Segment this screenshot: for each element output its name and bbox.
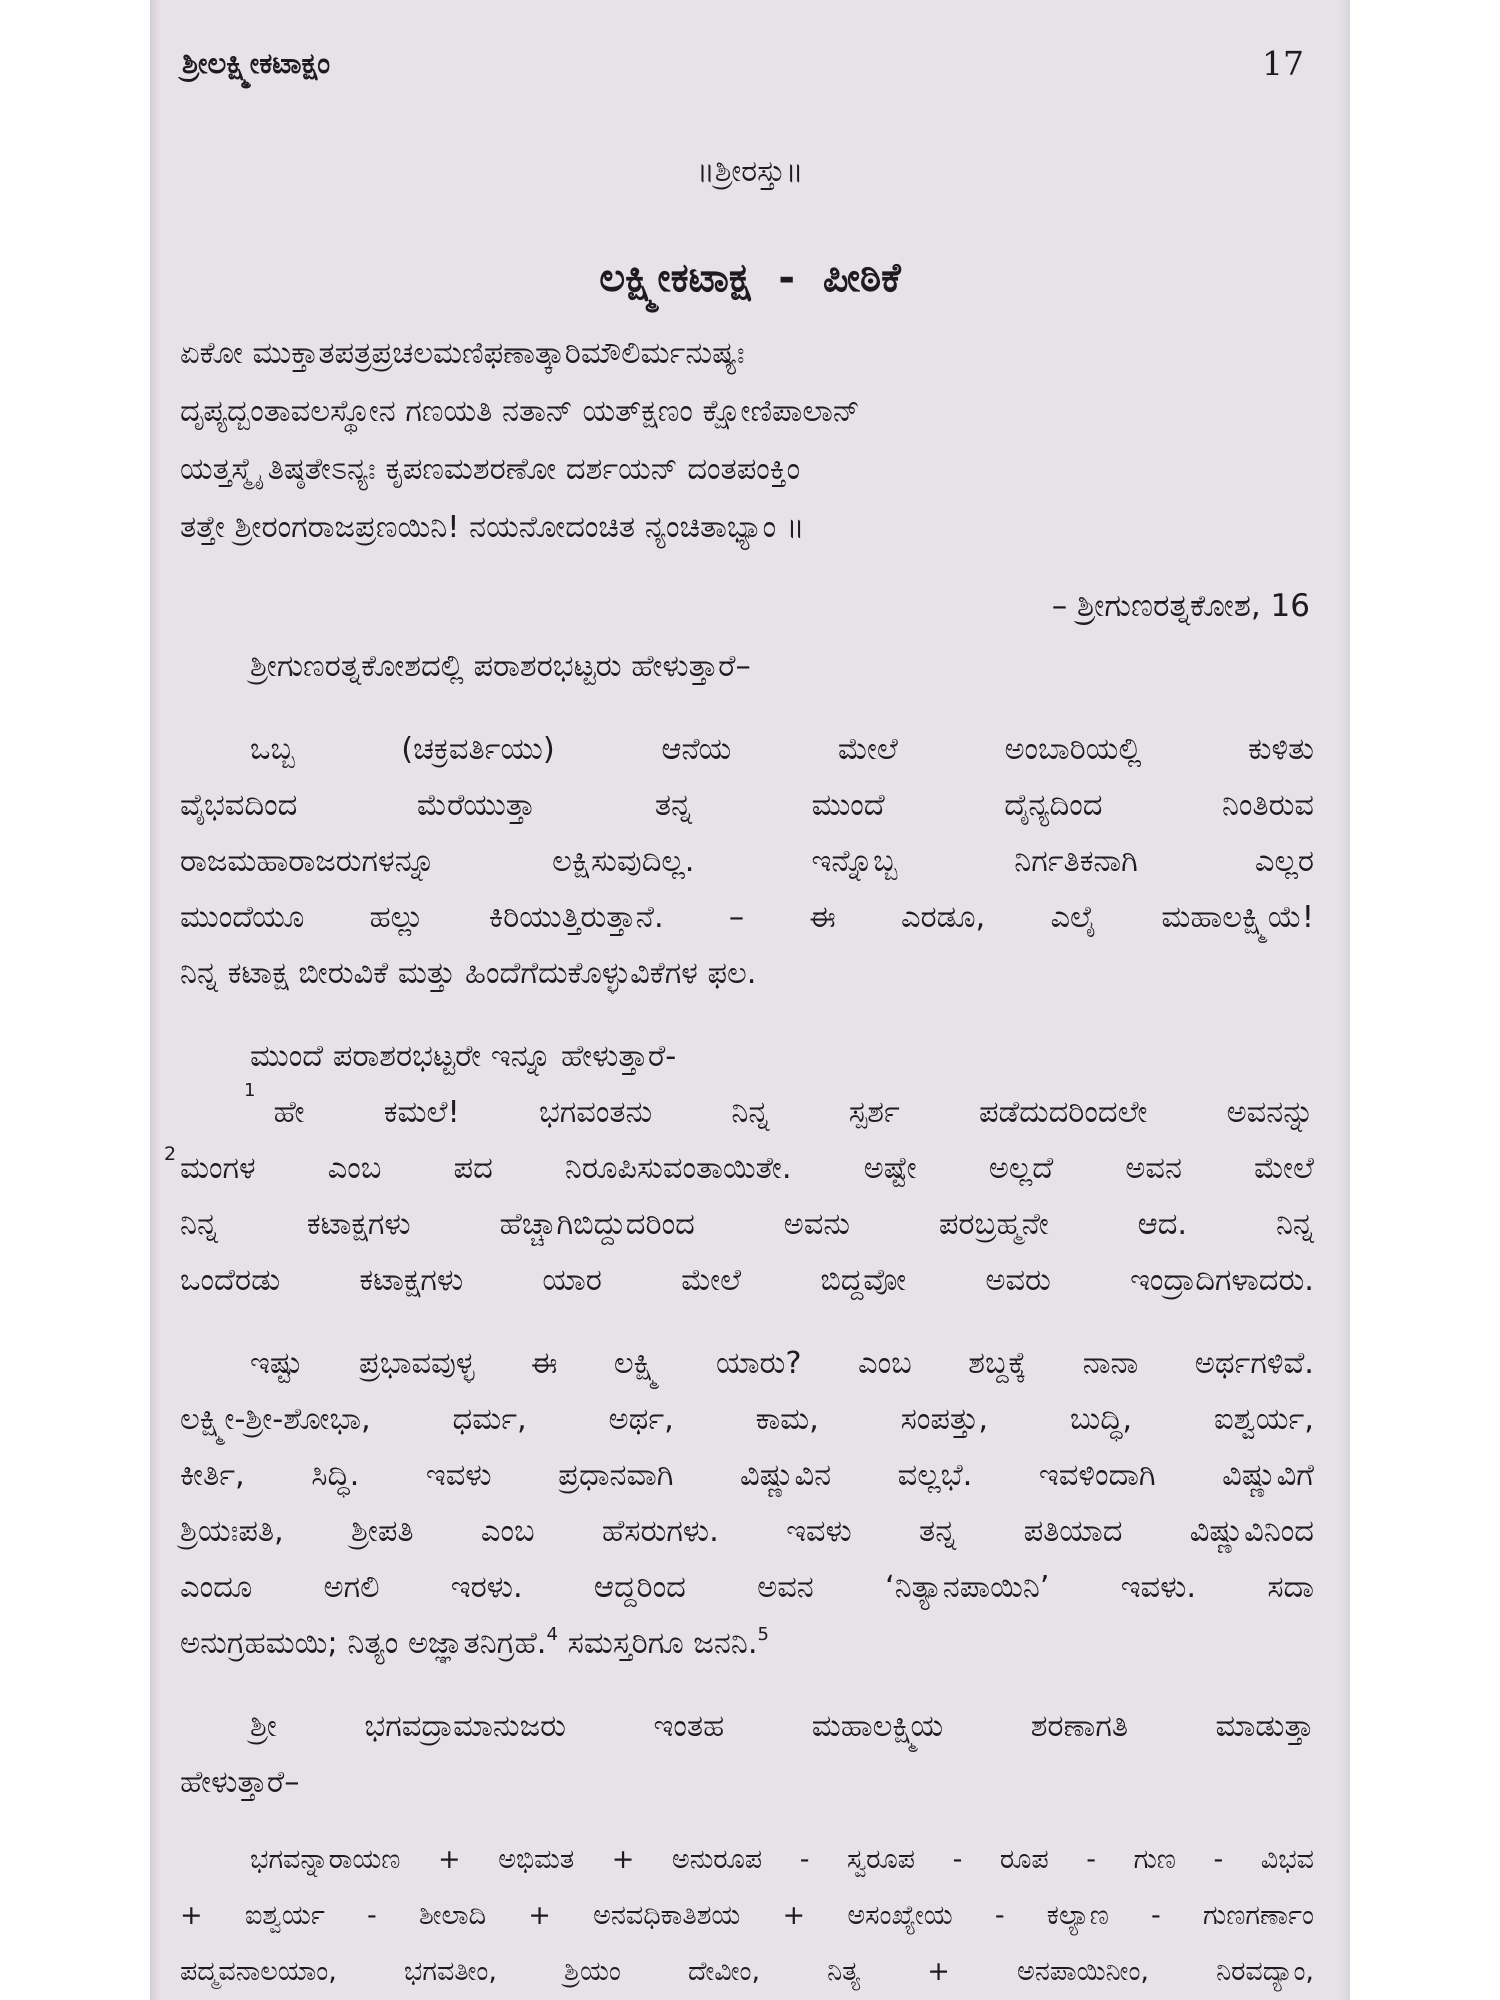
paragraph-line: ವೈಭವದಿಂದ ಮೆರೆಯುತ್ತಾ ತನ್ನ ಮುಂದೆ ದೈನ್ಯದಿಂದ ನಿಂತಿರುವ [180, 788, 1314, 823]
paragraph-line: ಮುಂದೆಯೂ ಹಲ್ಲು ಕಿರಿಯುತ್ತಿರುತ್ತಾನೆ. – ಈ ಎರಡೂ, ಎಲೈ ಮಹಾಲಕ್ಷ್ಮಿಯೆ! [180, 900, 1314, 935]
compound-line: ಭಗವನ್ನಾರಾಯಣ + ಅಭಿಮತ + ಅನುರೂಪ - ಸ್ವರೂಪ - ರೂಪ - ಗುಣ - ವಿಭವ [250, 1844, 1314, 1875]
verse-citation: – ಶ್ರೀಗುಣರತ್ನಕೋಶ, 16 [1051, 588, 1310, 624]
left-margin [0, 0, 150, 2000]
paragraph-text: ಹೇ ಕಮಲೆ! ಭಗವಂತನು ನಿನ್ನ ಸ್ಪರ್ಶ ಪಡೆದುದರಿಂದಲೇ ಅವನನ್ನು [273, 1095, 1314, 1130]
paragraph-line: ಮಂಗಳ ಎಂಬ ಪದ ನಿರೂಪಿಸುವಂತಾಯಿತೇ. ಅಷ್ಟೇ ಅಲ್ಲದೆ ಅವನ ಮೇಲೆ [180, 1151, 1314, 1186]
paragraph-line: ಒಬ್ಬ (ಚಕ್ರವರ್ತಿಯು) ಆನೆಯ ಮೇಲೆ ಅಂಬಾರಿಯಲ್ಲಿ ಕುಳಿತು [250, 732, 1314, 767]
paragraph-line [180, 1624, 1314, 1664]
paragraph-line: ಶ್ರಿಯಃಪತಿ, ಶ್ರೀಪತಿ ಎಂಬ ಹೆಸರುಗಳು. ಇವಳು ತನ್ನ ಪತಿಯಾದ ವಿಷ್ಣುವಿನಿಂದ [180, 1514, 1314, 1549]
paragraph-line: ಇಷ್ಟು ಪ್ರಭಾವವುಳ್ಳ ಈ ಲಕ್ಷ್ಮಿ ಯಾರು? ಎಂಬ ಶಬ್ದಕ್ಕೆ ನಾನಾ ಅರ್ಥಗಳಿವೆ. [250, 1346, 1314, 1381]
paragraph-text: ಅನುಗ್ರಹಮಯಿ; ನಿತ್ಯಂ ಅಜ್ಞಾತನಿಗ್ರಹೆ. [180, 1626, 547, 1661]
paragraph-line [244, 1080, 1314, 1133]
verse-line: ಏಕೋ ಮುಕ್ತಾತಪತ್ರಪ್ರಚಲಮಣಿಫಣಾತ್ಕಾರಿಮೌಲಿರ್ಮನುಷ್ಯಃ [180, 336, 745, 371]
footnote-marker: 5 [757, 1623, 769, 1645]
right-margin [1350, 0, 1500, 2000]
verse-line: ದೃಪ್ಯದ್ಬಂತಾವಲಸ್ಥೋನ ಗಣಯತಿ ನತಾನ್ ಯತ್‌ಕ್ಷಣಂ ಕ್ಷೋಣಿಪಾಲಾನ್ [180, 394, 860, 429]
paragraph-line: ರಾಜಮಹಾರಾಜರುಗಳನ್ನೂ ಲಕ್ಷಿಸುವುದಿಲ್ಲ. ಇನ್ನೊಬ್ಬ ನಿರ್ಗತಿಕನಾಗಿ ಎಲ್ಲರ [180, 844, 1314, 879]
paragraph-line: ನಿನ್ನ ಕಟಾಕ್ಷಗಳು ಹೆಚ್ಚಾಗಿಬಿದ್ದುದರಿಂದ ಅವನು ಪರಬ್ರಹ್ಮನೇ ಆದ. ನಿನ್ನ [180, 1207, 1314, 1242]
paragraph-line: ಶ್ರೀ ಭಗವದ್ರಾಮಾನುಜರು ಇಂತಹ ಮಹಾಲಕ್ಷ್ಮಿಯ ಶರಣಾಗತಿ ಮಾಡುತ್ತಾ [250, 1709, 1314, 1744]
paragraph-line: ಕೀರ್ತಿ, ಸಿದ್ಧಿ. ಇವಳು ಪ್ರಧಾನವಾಗಿ ವಿಷ್ಣುವಿನ ವಲ್ಲಭೆ. ಇವಳಿಂದಾಗಿ ವಿಷ್ಣುವಿಗೆ [180, 1458, 1314, 1493]
paragraph-line: ಮುಂದೆ ಪರಾಶರಭಟ್ಟರೇ ಇನ್ನೂ ಹೇಳುತ್ತಾರೆ- [250, 1039, 677, 1074]
paragraph-line: ಲಕ್ಷ್ಮೀ-ಶ್ರೀ-ಶೋಭಾ, ಧರ್ಮ, ಅರ್ಥ, ಕಾಮ, ಸಂಪತ್ತು, ಬುದ್ಧಿ, ಐಶ್ವರ್ಯ, [180, 1402, 1314, 1437]
verse-line: ತತ್ತೇ ಶ್ರೀರಂಗರಾಜಪ್ರಣಯಿನಿ! ನಯನೋದಂಚಿತ ನ್ಯಂಚಿತಾಭ್ಯಾಂ ॥ [180, 510, 805, 545]
chapter-title: ಲಕ್ಷ್ಮೀಕಟಾಕ್ಷ - ಪೀಠಿಕೆ [599, 255, 901, 301]
compound-line: ಪದ್ಮವನಾಲಯಾಂ, ಭಗವತೀಂ, ಶ್ರಿಯಂ ದೇವೀಂ, ನಿತ್ಯ + ಅನಪಾಯಿನೀಂ, ನಿರವದ್ಯಾಂ, [180, 1956, 1314, 1987]
paragraph-line: ಎಂದೂ ಅಗಲಿ ಇರಳು. ಆದ್ದರಿಂದ ಅವನ ‘ನಿತ್ಯಾನಪಾಯಿನಿ’ ಇವಳು. ಸದಾ [180, 1570, 1314, 1605]
book-page: ಶ್ರೀಲಕ್ಷ್ಮೀಕಟಾಕ್ಷಂ 17 ॥ಶ್ರೀರಸ್ತು॥ ಲಕ್ಷ್ಮೀಕಟಾಕ್ಷ - ಪೀಠಿಕೆ ಏಕೋ ಮುಕ್ತಾತಪತ್ರಪ್ರಚಲಮಣಿಫಣಾತ್ಕಾರಿಮೌಲಿರ್ಮನುಷ್ಯಃ ದೃಪ್ಯದ್ಬಂತಾವಲಸ್ಥೋನ ಗಣಯತಿ ನತಾನ್ ಯತ್‌ಕ್ಷಣಂ ಕ್ಷೋಣಿಪಾಲಾನ್ ಯತ್ತಸ್ಮೈ ತಿಷ್ಠತೇಽನ್ಯಃ ಕೃಪಣಮಶರಣೋ ದರ್ಶಯನ್ ದಂತಪಂಕ್ತಿಂ ತತ್ತೇ ಶ್ರೀರಂಗರಾಜಪ್ರಣಯಿನಿ! ನಯನೋದಂಚಿತ ನ್ಯಂಚಿತಾಭ್ಯಾಂ ॥ – ಶ್ರೀಗುಣರತ್ನಕೋಶ, 16 ಶ್ರೀಗುಣರತ್ನಕೋಶದಲ್ಲಿ ಪರಾಶರಭಟ್ಟರು ಹೇಳುತ್ತಾರೆ– ಒಬ್ಬ (ಚಕ್ರವರ್ತಿಯು) ಆನೆಯ ಮೇಲೆ ಅಂಬಾರಿಯಲ್ಲಿ ಕುಳಿತು ವೈಭವದಿಂದ ಮೆರೆಯುತ್ತಾ ತನ್ನ ಮುಂದೆ ದೈನ್ಯದಿಂದ ನಿಂತಿರುವ ರಾಜಮಹಾರಾಜರುಗಳನ್ನೂ ಲಕ್ಷಿಸುವುದಿಲ್ಲ. ಇನ್ನೊಬ್ಬ ನಿರ್ಗತಿಕನಾಗಿ ಎಲ್ಲರ ಮುಂದೆಯೂ ಹಲ್ಲು ಕಿರಿಯುತ್ತಿರುತ್ತಾನೆ. – ಈ ಎರಡೂ, ಎಲೈ ಮಹಾಲಕ್ಷ್ಮಿಯೆ! ನಿನ್ನ ಕಟಾಕ್ಷ ಬೀರುವಿಕೆ ಮತ್ತು ಹಿಂದೆಗೆದುಕೊಳ್ಳುವಿಕೆಗಳ ಫಲ. ಮುಂದೆ ಪರಾಶರಭಟ್ಟರೇ ಇನ್ನೂ ಹೇಳುತ್ತಾರೆ- $^1$ ಹೇ ಕಮಲೆ! ಭಗವಂತನು ನಿನ್ನ ಸ್ಪರ್ಶ ಪಡೆದುದರಿಂದಲೇ ಅವನನ್ನು 2 ಮಂಗಳ ಎಂಬ ಪದ ನಿರೂಪಿಸುವಂತಾಯಿತೇ. ಅಷ್ಟೇ ಅಲ್ಲದೆ ಅವನ ಮೇಲೆ ನಿನ್ನ ಕಟಾಕ್ಷಗಳು ಹೆಚ್ಚಾಗಿಬಿದ್ದುದರಿಂದ ಅವನು ಪರಬ್ರಹ್ಮನೇ ಆದ. ನಿನ್ನ ಒಂದೆರಡು ಕಟಾಕ್ಷಗಳು ಯಾರ ಮೇಲೆ ಬಿದ್ದವೋ ಅವರು ಇಂದ್ರಾದಿಗಳಾದರು. ಇಷ್ಟು ಪ್ರಭಾವವುಳ್ಳ ಈ ಲಕ್ಷ್ಮಿ ಯಾರು? ಎಂಬ ಶಬ್ದಕ್ಕೆ ನಾನಾ ಅರ್ಥಗಳಿವೆ. ಲಕ್ಷ್ಮೀ-ಶ್ರೀ-ಶೋಭಾ, ಧರ್ಮ, ಅರ್ಥ, ಕಾಮ, ಸಂಪತ್ತು, ಬುದ್ಧಿ, ಐಶ್ವರ್ಯ, ಕೀರ್ತಿ, ಸಿದ್ಧಿ. ಇವಳು ಪ್ರಧಾನವಾಗಿ ವಿಷ್ಣುವಿನ ವಲ್ಲಭೆ. ಇವಳಿಂದಾಗಿ ವಿಷ್ಣುವಿಗೆ ಶ್ರಿಯಃಪತಿ, ಶ್ರೀಪತಿ ಎಂಬ ಹೆಸರುಗಳು. ಇವಳು ತನ್ನ ಪತಿಯಾದ ವಿಷ್ಣುವಿನಿಂದ ಎಂದೂ ಅಗಲಿ ಇರಳು. ಆದ್ದರಿಂದ ಅವನ ‘ನಿತ್ಯಾನಪಾಯಿನಿ’ ಇವಳು. ಸದಾ ಅನುಗ್ರಹಮಯಿ; ನಿತ್ಯಂ ಅಜ್ಞಾತನಿಗ್ರಹೆ.$^4$ ಸಮಸ್ತರಿಗೂ ಜನನಿ.$^5$ ಶ್ರೀ ಭಗವದ್ರಾಮಾನುಜರು ಇಂತಹ ಮಹಾಲಕ್ಷ್ಮಿಯ ಶರಣಾಗತಿ ಮಾಡುತ್ತಾ ಹೇಳುತ್ತಾರೆ– ಭಗವನ್ನಾರಾಯಣ + ಅಭಿಮತ + ಅನುರೂಪ - ಸ್ವರೂಪ - ರೂಪ - ಗುಣ - ವಿಭವ + ಐಶ್ವರ್ಯ - ಶೀಲಾದಿ + ಅನವಧಿಕಾತಿಶಯ + ಅಸಂಖ್ಯೇಯ - ಕಲ್ಯಾಣ - ಗುಣಗರ್ಣಾಂ ಪದ್ಮವನಾಲಯಾಂ, ಭಗವತೀಂ, ಶ್ರಿಯಂ ದೇವೀಂ, ನಿತ್ಯ + ಅನಪಾಯಿನೀಂ, ನಿರವದ್ಯಾಂ, [150, 0, 1350, 2000]
invocation: ॥ಶ್ರೀರಸ್ತು॥ [696, 154, 804, 189]
compound-line: + ಐಶ್ವರ್ಯ - ಶೀಲಾದಿ + ಅನವಧಿಕಾತಿಶಯ + ಅಸಂಖ್ಯೇಯ - ಕಲ್ಯಾಣ - ಗುಣಗರ್ಣಾಂ [180, 1900, 1314, 1931]
paragraph-text: ಸಮಸ್ತರಿಗೂ ಜನನಿ. [557, 1626, 758, 1661]
verse-line: ಯತ್ತಸ್ಮೈ ತಿಷ್ಠತೇಽನ್ಯಃ ಕೃಪಣಮಶರಣೋ ದರ್ಶಯನ್ ದಂತಪಂಕ್ತಿಂ [180, 452, 801, 487]
footnote-marker: 1 [244, 1080, 256, 1101]
paragraph-line: ಒಂದೆರಡು ಕಟಾಕ್ಷಗಳು ಯಾರ ಮೇಲೆ ಬಿದ್ದವೋ ಅವರು ಇಂದ್ರಾದಿಗಳಾದರು. [180, 1263, 1314, 1298]
page-number: 17 [1262, 44, 1304, 83]
paragraph-line: ನಿನ್ನ ಕಟಾಕ್ಷ ಬೀರುವಿಕೆ ಮತ್ತು ಹಿಂದೆಗೆದುಕೊಳ್ಳುವಿಕೆಗಳ ಫಲ. [180, 956, 757, 991]
paragraph-line: ಶ್ರೀಗುಣರತ್ನಕೋಶದಲ್ಲಿ ಪರಾಶರಭಟ್ಟರು ಹೇಳುತ್ತಾರೆ– [250, 649, 751, 684]
paragraph-line: ಹೇಳುತ್ತಾರೆ– [180, 1765, 300, 1800]
footnote-marker: 4 [546, 1623, 558, 1645]
running-head: ಶ್ರೀಲಕ್ಷ್ಮೀಕಟಾಕ್ಷಂ [182, 46, 331, 80]
